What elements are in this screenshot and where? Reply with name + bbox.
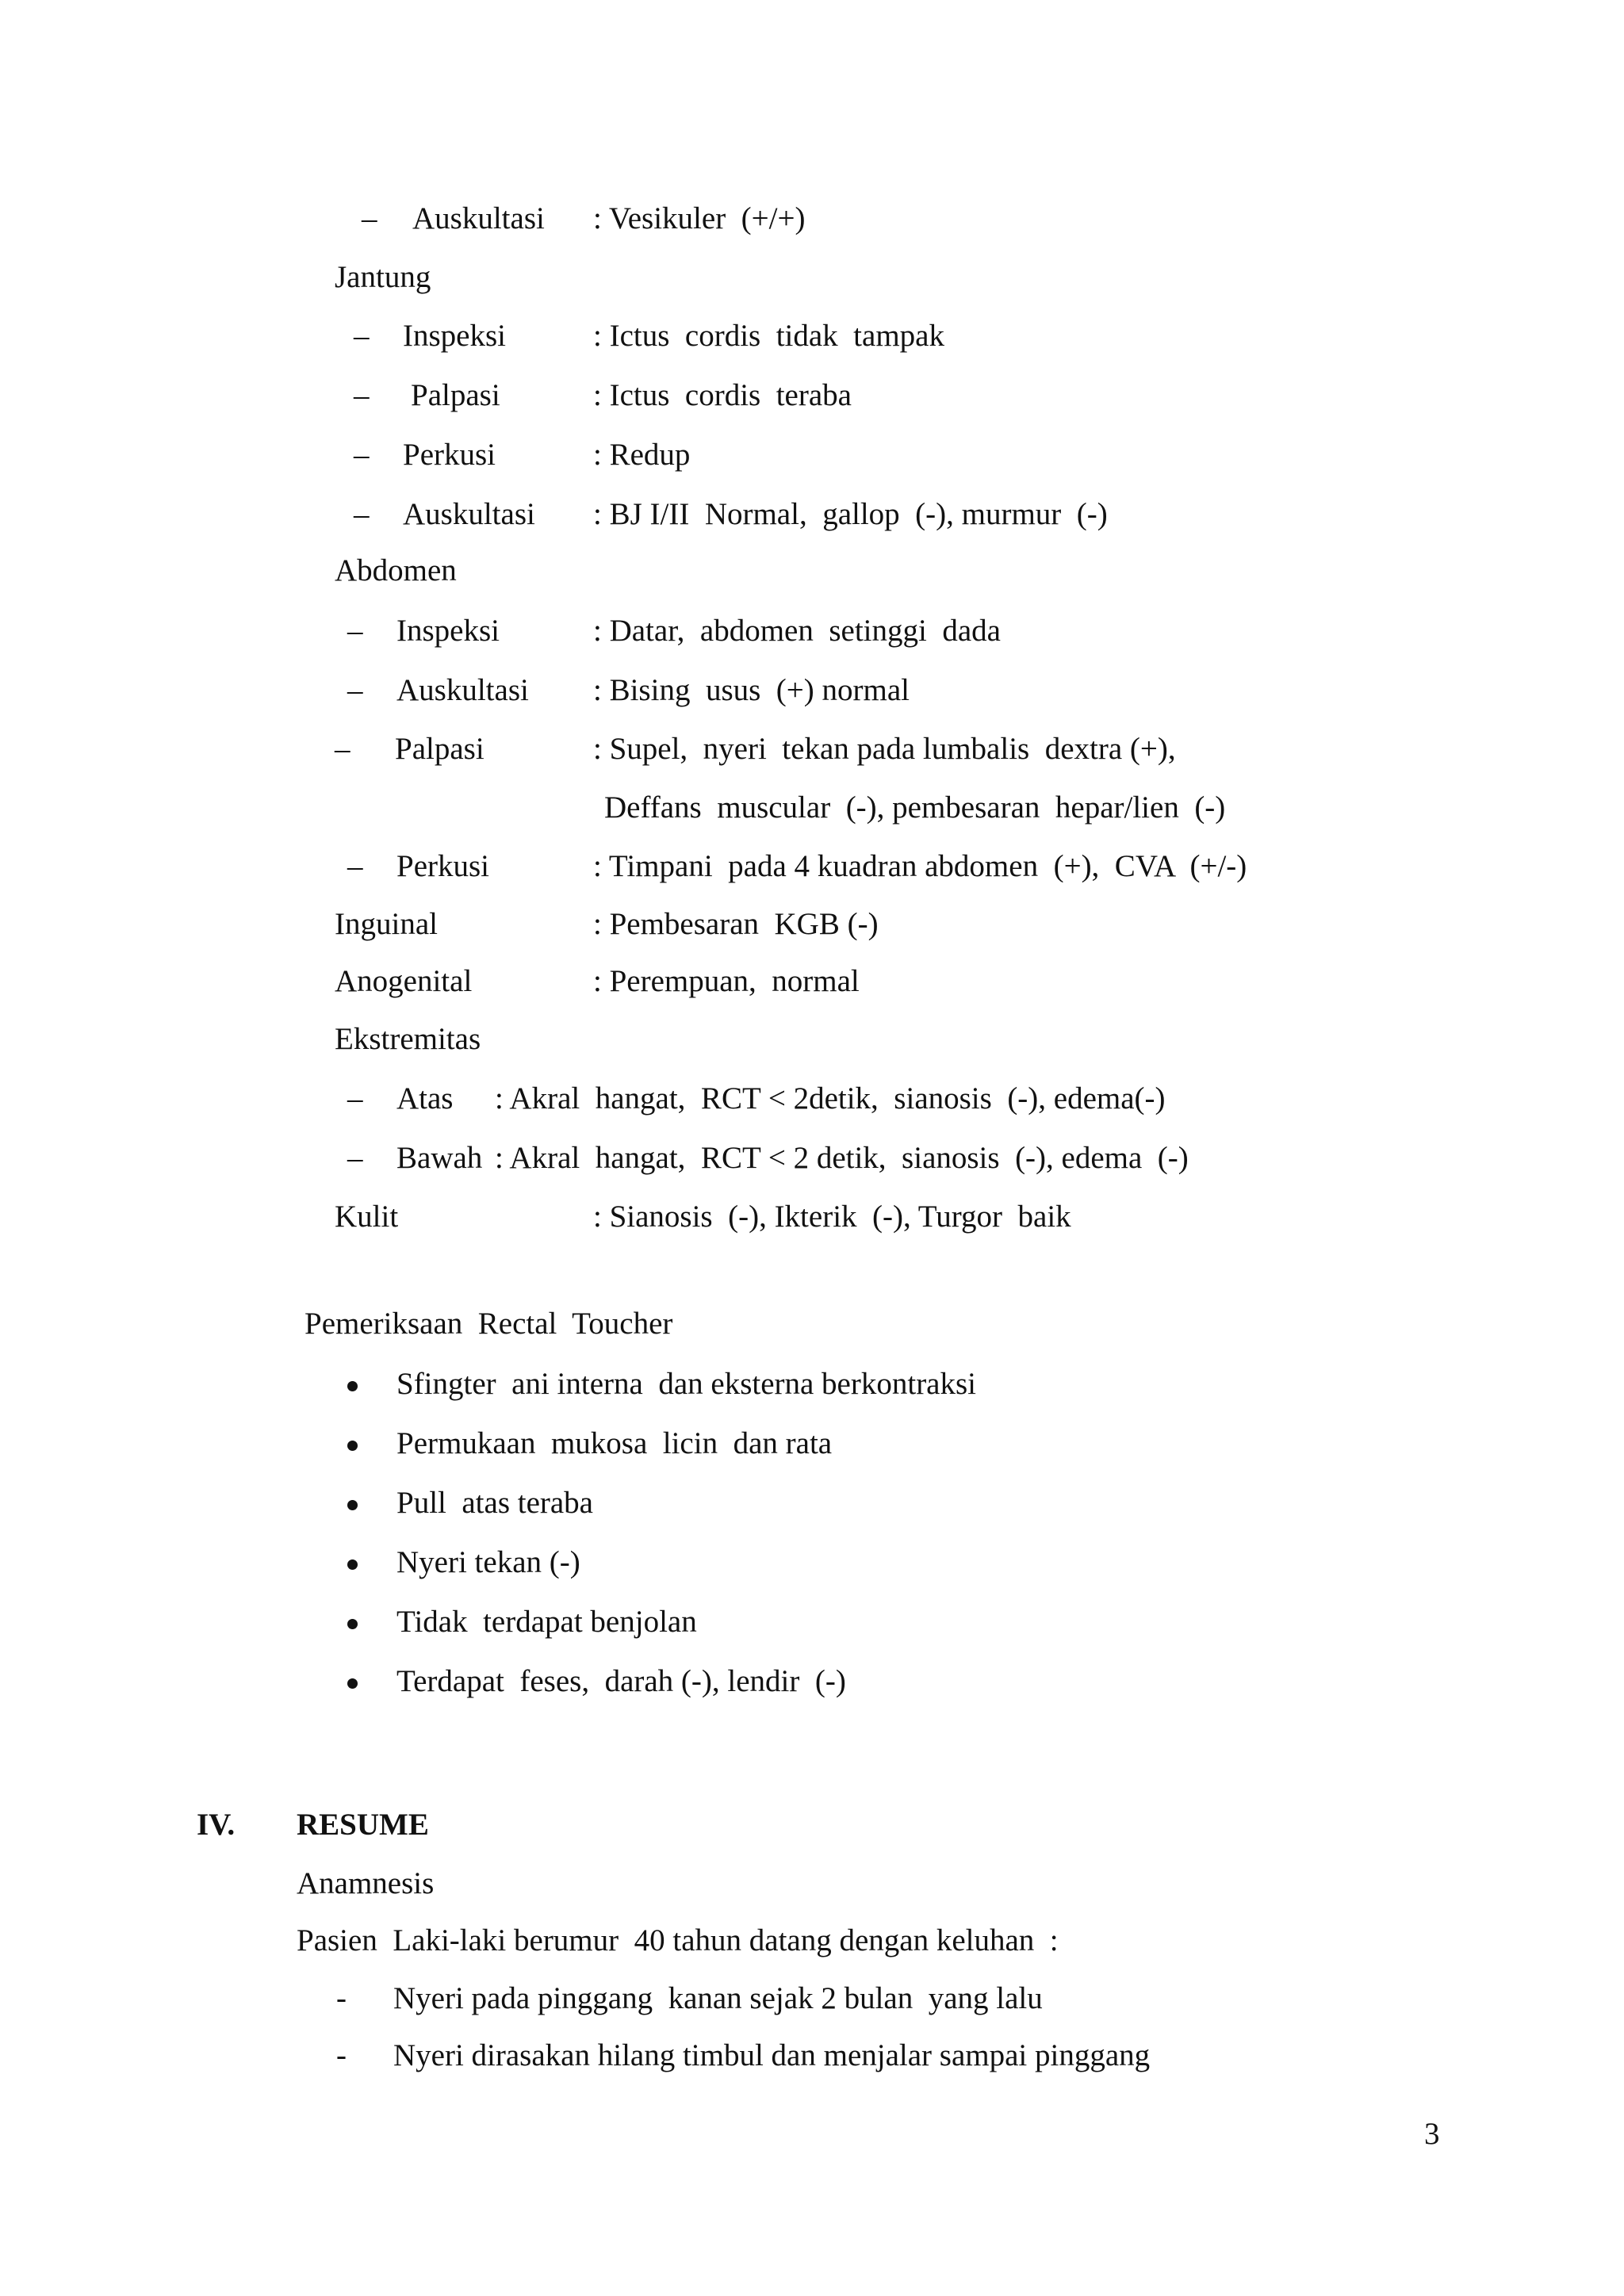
field-label-inguinal: Inguinal xyxy=(335,907,438,941)
dash-marker: – xyxy=(347,1141,363,1175)
list-item: Pull atas teraba xyxy=(396,1486,593,1520)
section-heading-rectal-toucher: Pemeriksaan Rectal Toucher xyxy=(304,1307,673,1341)
field-label-anogenital: Anogenital xyxy=(335,964,473,998)
list-item: Terdapat feses, darah (-), lendir (-) xyxy=(396,1664,846,1698)
section-heading-ekstremitas: Ekstremitas xyxy=(335,1022,481,1056)
field-label-inspeksi: Inspeksi xyxy=(403,319,506,353)
resume-intro: Pasien Laki-laki berumur 40 tahun datang dengan keluhan : xyxy=(297,1923,1059,1957)
field-value-atas: : Akral hangat, RCT < 2detik, sianosis (-), edema(-) xyxy=(495,1081,1166,1115)
field-label-perkusi: Perkusi xyxy=(403,438,496,472)
bullet-marker xyxy=(347,1441,358,1451)
list-item: Sfingter ani interna dan eksterna berkontraksi xyxy=(396,1367,977,1401)
field-value-anogenital: : Perempuan, normal xyxy=(593,964,860,998)
list-item: Tidak terdapat benjolan xyxy=(396,1605,697,1639)
list-item: Nyeri dirasakan hilang timbul dan menjalar sampai pinggang xyxy=(393,2038,1151,2072)
section-heading-jantung: Jantung xyxy=(335,260,431,294)
section-title-resume: RESUME xyxy=(297,1808,429,1842)
dash-marker: – xyxy=(335,732,350,766)
bullet-marker xyxy=(347,1500,358,1510)
field-value-bawah: : Akral hangat, RCT < 2 detik, sianosis (-), edema (-) xyxy=(495,1141,1189,1175)
field-value-inspeksi: : Datar, abdomen setinggi dada xyxy=(593,614,1001,648)
field-value-perkusi: : Timpani pada 4 kuadran abdomen (+), CVA (+/-) xyxy=(593,849,1247,883)
dash-marker: – xyxy=(354,438,370,472)
list-item: Permukaan mukosa licin dan rata xyxy=(396,1426,833,1460)
field-label-auskultasi: Auskultasi xyxy=(403,497,535,531)
section-number: IV. xyxy=(197,1808,236,1842)
field-label-auskultasi: Auskultasi xyxy=(396,673,529,707)
dash-marker: – xyxy=(347,614,363,648)
dash-marker: – xyxy=(354,319,370,353)
dash-marker: - xyxy=(336,1981,347,2015)
field-label-palpasi: Palpasi xyxy=(395,732,485,766)
field-value-kulit: : Sianosis (-), Ikterik (-), Turgor baik xyxy=(593,1200,1071,1234)
section-heading-abdomen: Abdomen xyxy=(335,553,457,587)
bullet-marker xyxy=(347,1678,358,1689)
page-number: 3 xyxy=(1424,2117,1440,2151)
dash-marker: - xyxy=(336,2038,347,2072)
dash-marker: – xyxy=(362,201,377,235)
field-value-inspeksi: : Ictus cordis tidak tampak xyxy=(593,319,944,353)
field-value-palpasi-continued: Deffans muscular (-), pembesaran hepar/lien (-) xyxy=(604,790,1226,825)
field-value-auskultasi: : BJ I/II Normal, gallop (-), murmur (-) xyxy=(593,497,1108,531)
field-label-perkusi: Perkusi xyxy=(396,849,489,883)
field-value-inguinal: : Pembesaran KGB (-) xyxy=(593,907,879,941)
list-item: Nyeri tekan (-) xyxy=(396,1545,580,1579)
dash-marker: – xyxy=(347,673,363,707)
field-label-atas: Atas xyxy=(396,1081,454,1115)
bullet-marker xyxy=(347,1619,358,1629)
field-label-bawah: Bawah xyxy=(396,1141,483,1175)
dash-marker: – xyxy=(354,378,370,412)
field-label-auskultasi: Auskultasi xyxy=(412,201,545,235)
dash-marker: – xyxy=(347,849,363,883)
field-value-auskultasi: : Vesikuler (+/+) xyxy=(593,201,806,235)
subheading-anamnesis: Anamnesis xyxy=(297,1866,435,1900)
field-label-kulit: Kulit xyxy=(335,1200,399,1234)
bullet-marker xyxy=(347,1381,358,1391)
field-value-perkusi: : Redup xyxy=(593,438,691,472)
field-value-auskultasi: : Bising usus (+) normal xyxy=(593,673,910,707)
dash-marker: – xyxy=(347,1081,363,1115)
list-item: Nyeri pada pinggang kanan sejak 2 bulan yang lalu xyxy=(393,1981,1043,2015)
field-value-palpasi: : Supel, nyeri tekan pada lumbalis dextra (+), xyxy=(593,732,1176,766)
dash-marker: – xyxy=(354,497,370,531)
field-label-inspeksi: Inspeksi xyxy=(396,614,500,648)
field-label-palpasi: Palpasi xyxy=(411,378,500,412)
bullet-marker xyxy=(347,1559,358,1570)
field-value-palpasi: : Ictus cordis teraba xyxy=(593,378,852,412)
